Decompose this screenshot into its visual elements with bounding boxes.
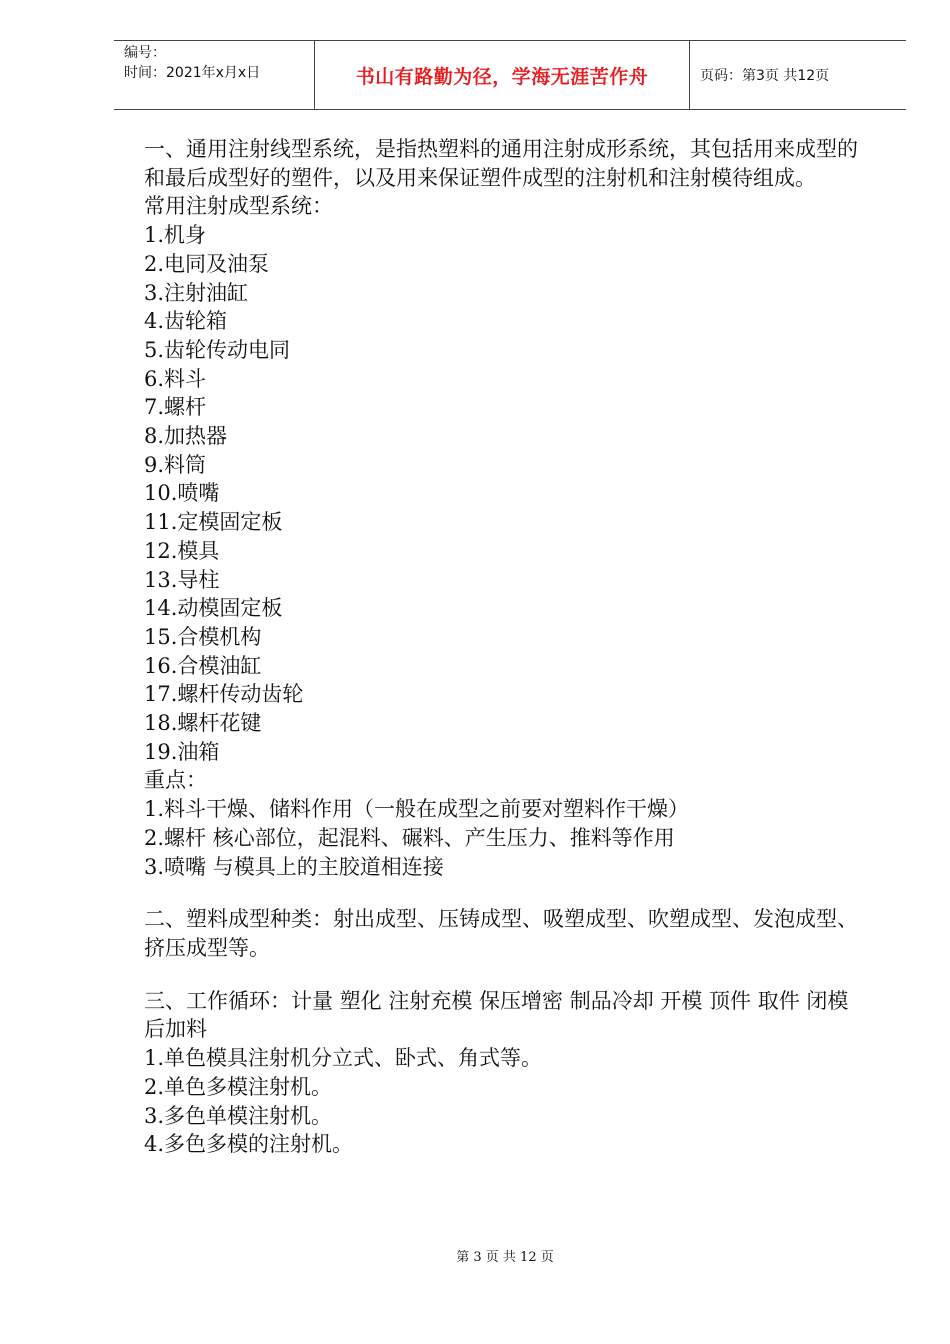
list-item: 4.齿轮箱 [144,309,228,334]
paragraph-gap [144,881,874,905]
list-item: 5.齿轮传动电同 [144,337,291,362]
header-page-info: 页码：第3页 共12页 [700,68,830,84]
section1-list-title: 常用注射成型系统： [144,194,333,219]
section3-text: 三、工作循环：计量 塑化 注射充模 保压增密 制品冷却 开模 顶件 取件 闭模 后加料 [144,988,849,1042]
list-item: 2.单色多模注射机。 [144,1074,333,1099]
key-points-title: 重点： [144,768,207,793]
list-item: 7.螺杆 [144,395,207,420]
page-header [114,40,906,110]
list-item: 11.定模固定板 [144,510,283,535]
list-item: 13.导柱 [144,567,220,592]
time-label: 时间：2021年x月x日 [124,65,261,81]
key-point-item: 2.螺杆 核心部位，起混料、碾料、产生压力、推料等作用 [144,825,675,850]
list-item: 15.合模机构 [144,624,262,649]
machine-types-list [144,1044,874,1159]
document-body [144,135,874,1159]
list-item: 3.注射油缸 [144,280,249,305]
section2-text: 二、塑料成型种类：射出成型、压铸成型、吸塑成型、吹塑成型、发泡成型、挤压成型等。 [144,907,858,960]
list-item: 14.动模固定板 [144,596,283,621]
code-label: 编号： [124,45,166,61]
component-list [144,221,874,766]
key-points-list [144,795,874,881]
list-item: 16.合模油缸 [144,653,262,678]
key-point-item: 3.喷嘴 与模具上的主胶道相连接 [144,854,444,879]
list-item: 19.油箱 [144,739,220,764]
list-item: 1.机身 [144,223,207,248]
list-item: 2.电同及油泵 [144,251,270,276]
page-footer: 第 3 页 共 12 页 [456,1250,554,1265]
list-item: 4.多色多模的注射机。 [144,1132,354,1157]
list-item: 10.喷嘴 [144,481,220,506]
list-item: 1.单色模具注射机分立式、卧式、角式等。 [144,1046,543,1071]
list-item: 9.料筒 [144,452,207,477]
section1-intro: 一、通用注射线型系统，是指热塑料的通用注射成形系统，其包括用来成型的和最后成型好的塑件，以及用来保证塑件成型的注射机和注射模待组成。 [144,137,858,190]
header-motto: 书山有路勤为径，学海无涯苦作舟 [315,41,690,109]
list-item: 8.加热器 [144,424,228,449]
paragraph-gap [144,963,874,987]
key-point-item: 1.料斗干燥、储料作用（一般在成型之前要对塑料作干燥） [144,797,690,822]
header-meta [114,41,315,109]
list-item: 17.螺杆传动齿轮 [144,682,304,707]
list-item: 6.料斗 [144,366,207,391]
list-item: 3.多色单模注射机。 [144,1103,333,1128]
list-item: 18.螺杆花键 [144,711,262,736]
list-item: 12.模具 [144,538,220,563]
